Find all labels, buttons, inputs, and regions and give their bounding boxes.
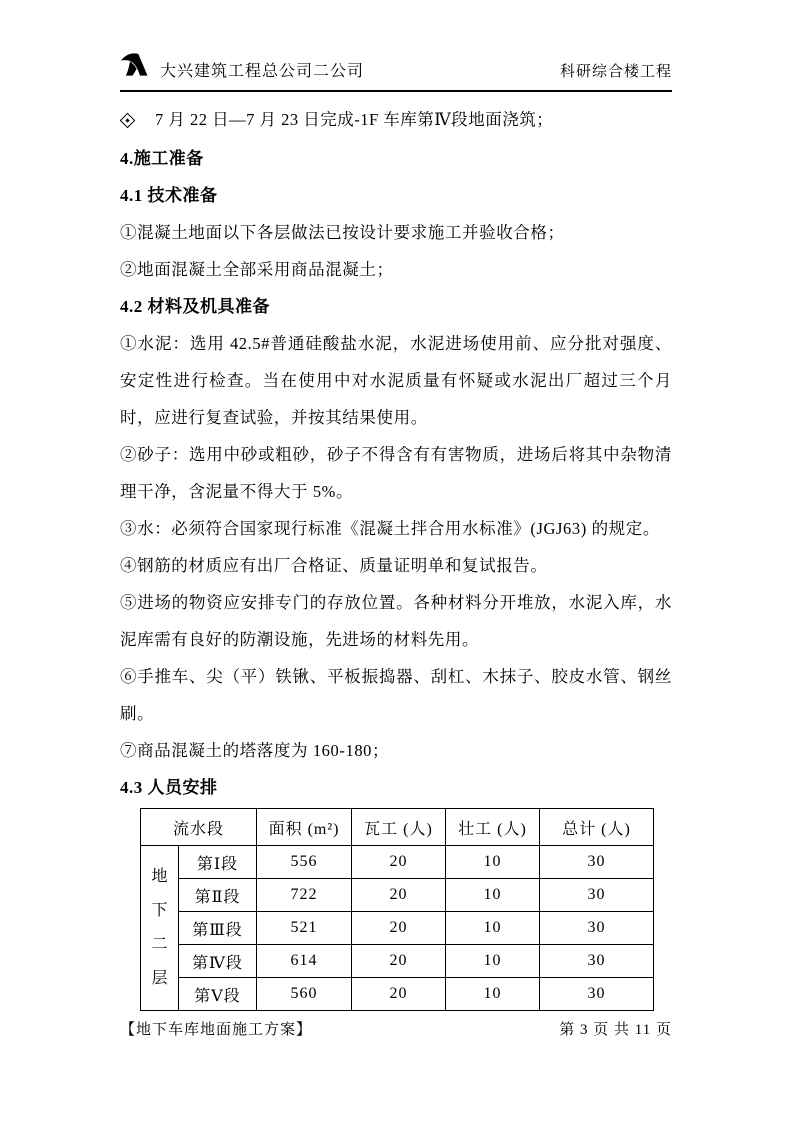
- section-heading-materials-prep: 4.2 材料及机具准备: [120, 297, 270, 316]
- paragraph: ⑦商品混凝土的塔落度为 160-180；: [120, 741, 390, 760]
- table-row: [141, 846, 654, 879]
- paragraph: ⑤进场的物资应安排专门的存放位置。各种材料分开堆放，水泥入库，水泥库需有良好的防潮设施，先进场的材料先用。: [120, 593, 672, 649]
- section-heading-technical-prep: 4.1 技术准备: [120, 186, 218, 205]
- cell-laborer: 10: [446, 945, 540, 978]
- table-row: [141, 945, 654, 978]
- cell-laborer: 10: [446, 879, 540, 912]
- cell-mason: 20: [352, 945, 446, 978]
- cell-laborer: 10: [446, 846, 540, 879]
- cell-mason: 20: [352, 879, 446, 912]
- section-heading-construction-prep: 4.施工准备: [120, 149, 204, 168]
- cell-laborer: 10: [446, 978, 540, 1011]
- document-header: [120, 46, 672, 92]
- milestone-list-item: [120, 105, 672, 135]
- table-row: [141, 879, 654, 912]
- cell-area: 556: [257, 846, 352, 879]
- row-group-cell: [141, 846, 179, 1011]
- paragraph: ②地面混凝土全部采用商品混凝土；: [120, 260, 394, 279]
- paragraph: ④钢筋的材质应有出厂合格证、质量证明单和复试报告。: [120, 556, 548, 575]
- column-header-total: 总计 (人): [540, 809, 654, 846]
- paragraph: ①水泥：选用 42.5#普通硅酸盐水泥，水泥进场使用前、应分批对强度、安定性进行检查。当在使用中对水泥质量有怀疑或水泥出厂超过三个月时，应进行复查试验，并按其结果使用。: [120, 334, 672, 427]
- cell-total: 30: [540, 846, 654, 879]
- diamond-bullet-icon: [122, 115, 133, 126]
- cell-laborer: 10: [446, 912, 540, 945]
- company-logo-icon: [120, 46, 150, 82]
- cell-total: 30: [540, 879, 654, 912]
- cell-area: 521: [257, 912, 352, 945]
- project-name: 科研综合楼工程: [559, 64, 672, 80]
- paragraph: ⑥手推车、尖（平）铁锹、平板振捣器、刮杠、木抹子、胶皮水管、钢丝刷。: [120, 667, 672, 723]
- cell-segment: 第Ⅰ段: [179, 846, 257, 879]
- document-body: [120, 140, 672, 806]
- cell-total: 30: [540, 978, 654, 1011]
- footer-page-number: 第 3 页 共 11 页: [559, 1022, 672, 1038]
- cell-area: 560: [257, 978, 352, 1011]
- cell-segment: 第Ⅴ段: [179, 978, 257, 1011]
- cell-mason: 20: [352, 912, 446, 945]
- cell-mason: 20: [352, 978, 446, 1011]
- footer-doc-title: 【地下车库地面施工方案】: [120, 1022, 313, 1038]
- column-header-laborer: 壮工 (人): [446, 809, 540, 846]
- table-header-row: [141, 809, 654, 846]
- cell-segment: 第Ⅱ段: [179, 879, 257, 912]
- cell-total: 30: [540, 945, 654, 978]
- cell-segment: 第Ⅳ段: [179, 945, 257, 978]
- document-footer: [120, 1018, 672, 1039]
- cell-area: 722: [257, 879, 352, 912]
- cell-area: 614: [257, 945, 352, 978]
- cell-mason: 20: [352, 846, 446, 879]
- paragraph: ③水：必须符合国家现行标准《混凝土拌合用水标准》(JGJ63) 的规定。: [120, 519, 660, 538]
- cell-segment: 第Ⅲ段: [179, 912, 257, 945]
- column-header-segment: 流水段: [141, 809, 257, 846]
- row-group-label: 地下二层: [151, 868, 168, 987]
- paragraph: ①混凝土地面以下各层做法已按设计要求施工并验收合格；: [120, 223, 565, 242]
- column-header-area: 面积 (m²): [257, 809, 352, 846]
- table-row: [141, 978, 654, 1011]
- section-heading-staffing: 4.3 人员安排: [120, 778, 218, 797]
- company-name: 大兴建筑工程总公司二公司: [160, 63, 365, 80]
- header-left: [120, 46, 364, 82]
- page-content: [120, 46, 672, 1011]
- staffing-table: [140, 808, 654, 1011]
- column-header-mason: 瓦工 (人): [352, 809, 446, 846]
- table-row: [141, 912, 654, 945]
- cell-total: 30: [540, 912, 654, 945]
- paragraph: ②砂子：选用中砂或粗砂，砂子不得含有有害物质，进场后将其中杂物清理干净，含泥量不得大于 5%。: [120, 445, 672, 501]
- milestone-text: 7 月 22 日—7 月 23 日完成-1F 车库第Ⅳ段地面浇筑；: [155, 110, 554, 129]
